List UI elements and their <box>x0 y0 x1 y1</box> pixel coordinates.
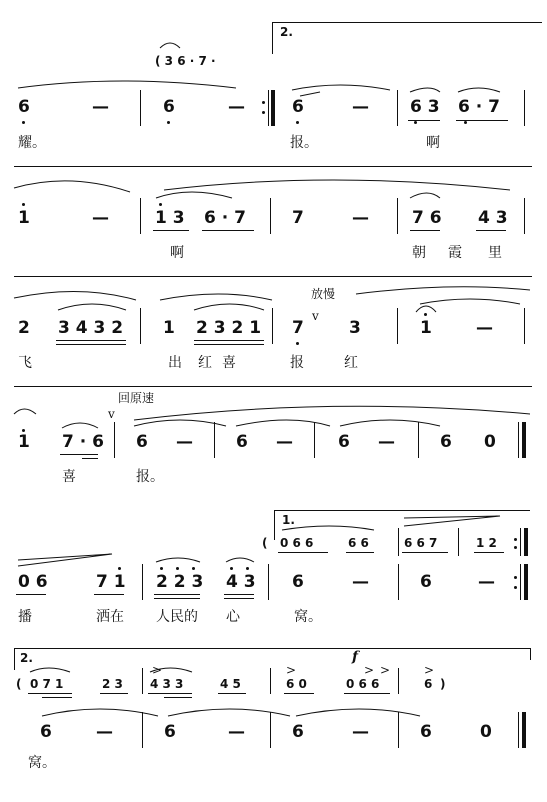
breath-mark: v <box>312 309 319 323</box>
interlude: 0 7 1 <box>30 677 64 691</box>
slur <box>134 406 530 420</box>
note: 7 <box>292 318 304 338</box>
slur <box>14 409 36 414</box>
slur <box>156 558 200 562</box>
note: — <box>352 722 369 742</box>
lyric: 出 <box>168 355 182 371</box>
note: 6 <box>292 722 304 742</box>
lyric: 喜 <box>62 469 76 485</box>
lyric: 霞 <box>448 245 462 261</box>
note: 6 <box>236 432 248 452</box>
note: 7 6 <box>412 208 442 228</box>
hairpin <box>404 516 500 526</box>
note: — <box>478 572 495 592</box>
tempo-slow-down: 放慢 <box>311 287 336 301</box>
interlude: 4 5 <box>220 677 241 691</box>
note: 2 2 3 <box>156 572 204 592</box>
dynamic-forte: f <box>352 649 359 665</box>
interlude: 6 6 7 <box>404 536 438 550</box>
volta-label-1: 1. <box>282 513 295 527</box>
note: 6 <box>420 722 432 742</box>
lyric: 洒在 <box>96 609 124 625</box>
lyric: 喜 <box>222 355 236 371</box>
top-fragment: ( 3 6 · 7 · <box>155 54 216 68</box>
slur <box>14 181 130 192</box>
note: 6 <box>163 97 175 117</box>
tick <box>300 92 320 96</box>
note: 2 3 2 1 <box>196 318 262 338</box>
fermata <box>416 306 436 312</box>
note: 6 <box>292 572 304 592</box>
slur <box>410 88 440 92</box>
note: 1 <box>420 318 432 338</box>
lyric: 心 <box>226 609 240 625</box>
slur <box>410 193 440 198</box>
tie <box>340 420 440 426</box>
slur <box>194 304 264 310</box>
tie <box>296 709 420 716</box>
note: — <box>352 572 369 592</box>
slur <box>356 287 530 294</box>
note: 1 <box>18 208 30 228</box>
slur <box>62 423 98 428</box>
note: 6 · 7 <box>458 97 500 117</box>
note: 0 6 <box>18 572 48 592</box>
lyric: 红 <box>198 355 212 371</box>
note: — <box>228 97 245 117</box>
accent-mark: > <box>286 663 297 677</box>
volta-label-2: 2. <box>20 651 33 665</box>
accent-mark: > <box>152 663 163 677</box>
slur <box>292 85 390 90</box>
note: 1 <box>18 432 30 452</box>
interlude: 2 3 <box>102 677 123 691</box>
note: 6 <box>40 722 52 742</box>
note: 1 3 <box>155 208 185 228</box>
note: 6 <box>18 97 30 117</box>
accent-mark: > <box>424 663 435 677</box>
note: — <box>96 722 113 742</box>
lyric: 报 <box>290 355 304 371</box>
note: — <box>352 208 369 228</box>
tie <box>134 420 226 426</box>
note: 0 <box>480 722 492 742</box>
note: — <box>276 432 293 452</box>
lyric: 朝 <box>412 245 426 261</box>
interlude: 6 <box>424 677 433 691</box>
note: 3 4 3 2 <box>58 318 124 338</box>
interlude: 0 6 6 <box>280 536 314 550</box>
lyric: 窝。 <box>294 609 322 625</box>
note: 7 · 6 <box>62 432 104 452</box>
interlude: ) <box>440 677 446 691</box>
note: 4 3 <box>478 208 508 228</box>
note: 0 <box>484 432 496 452</box>
lyric: 啊 <box>170 245 184 261</box>
lyric: 红 <box>344 355 358 371</box>
note: 6 <box>420 572 432 592</box>
note: — <box>92 97 109 117</box>
lyric: 里 <box>488 245 502 261</box>
lyric: 飞 <box>18 355 32 371</box>
lyric: 报。 <box>290 135 318 151</box>
lyric: 播 <box>18 609 32 625</box>
accent-mark: > <box>364 663 375 677</box>
slur <box>30 668 70 672</box>
note: 7 1 <box>96 572 126 592</box>
tempo-a-tempo: 回原速 <box>118 391 155 405</box>
volta-label-2: 2. <box>280 25 293 39</box>
note: 3 <box>349 318 361 338</box>
note: 6 · 7 <box>204 208 246 228</box>
note: — <box>476 318 493 338</box>
note: 6 3 <box>410 97 440 117</box>
note: 2 <box>18 318 30 338</box>
tie <box>236 420 330 426</box>
hairpin <box>18 554 112 566</box>
slur <box>458 88 500 92</box>
interlude: 6 0 <box>286 677 307 691</box>
slur <box>282 526 374 530</box>
slur <box>164 180 510 190</box>
note: 1 <box>163 318 175 338</box>
interlude: 1 2 <box>476 536 497 550</box>
note: 6 <box>136 432 148 452</box>
slur <box>160 43 180 48</box>
lyric: 耀。 <box>18 135 46 151</box>
slur <box>150 668 192 672</box>
interlude: 4 3 3 <box>150 677 184 691</box>
lyric: 人民的 <box>156 609 198 625</box>
accent-mark: > <box>380 663 391 677</box>
slur <box>160 294 272 300</box>
slur <box>420 299 520 304</box>
note: — <box>92 208 109 228</box>
slur <box>156 192 232 198</box>
tie <box>168 709 290 716</box>
note: — <box>228 722 245 742</box>
interlude: 6 6 <box>348 536 369 550</box>
note: — <box>378 432 395 452</box>
note: 6 <box>440 432 452 452</box>
lyric: 报。 <box>136 469 164 485</box>
lyric: 啊 <box>426 135 440 151</box>
note: 7 <box>292 208 304 228</box>
lyric: 窝。 <box>28 755 56 771</box>
interlude: ( <box>16 677 22 691</box>
note: — <box>176 432 193 452</box>
note: 6 <box>292 97 304 117</box>
interlude: ( <box>262 536 268 550</box>
note: 4 3 <box>226 572 256 592</box>
note: — <box>352 97 369 117</box>
note: 6 <box>164 722 176 742</box>
note: 6 <box>338 432 350 452</box>
slur <box>14 291 136 300</box>
slur <box>18 81 236 88</box>
slur <box>226 558 254 562</box>
interlude: 0 6 6 <box>346 677 380 691</box>
slur <box>58 304 126 310</box>
breath-mark: v <box>108 407 115 421</box>
tie <box>42 709 158 716</box>
